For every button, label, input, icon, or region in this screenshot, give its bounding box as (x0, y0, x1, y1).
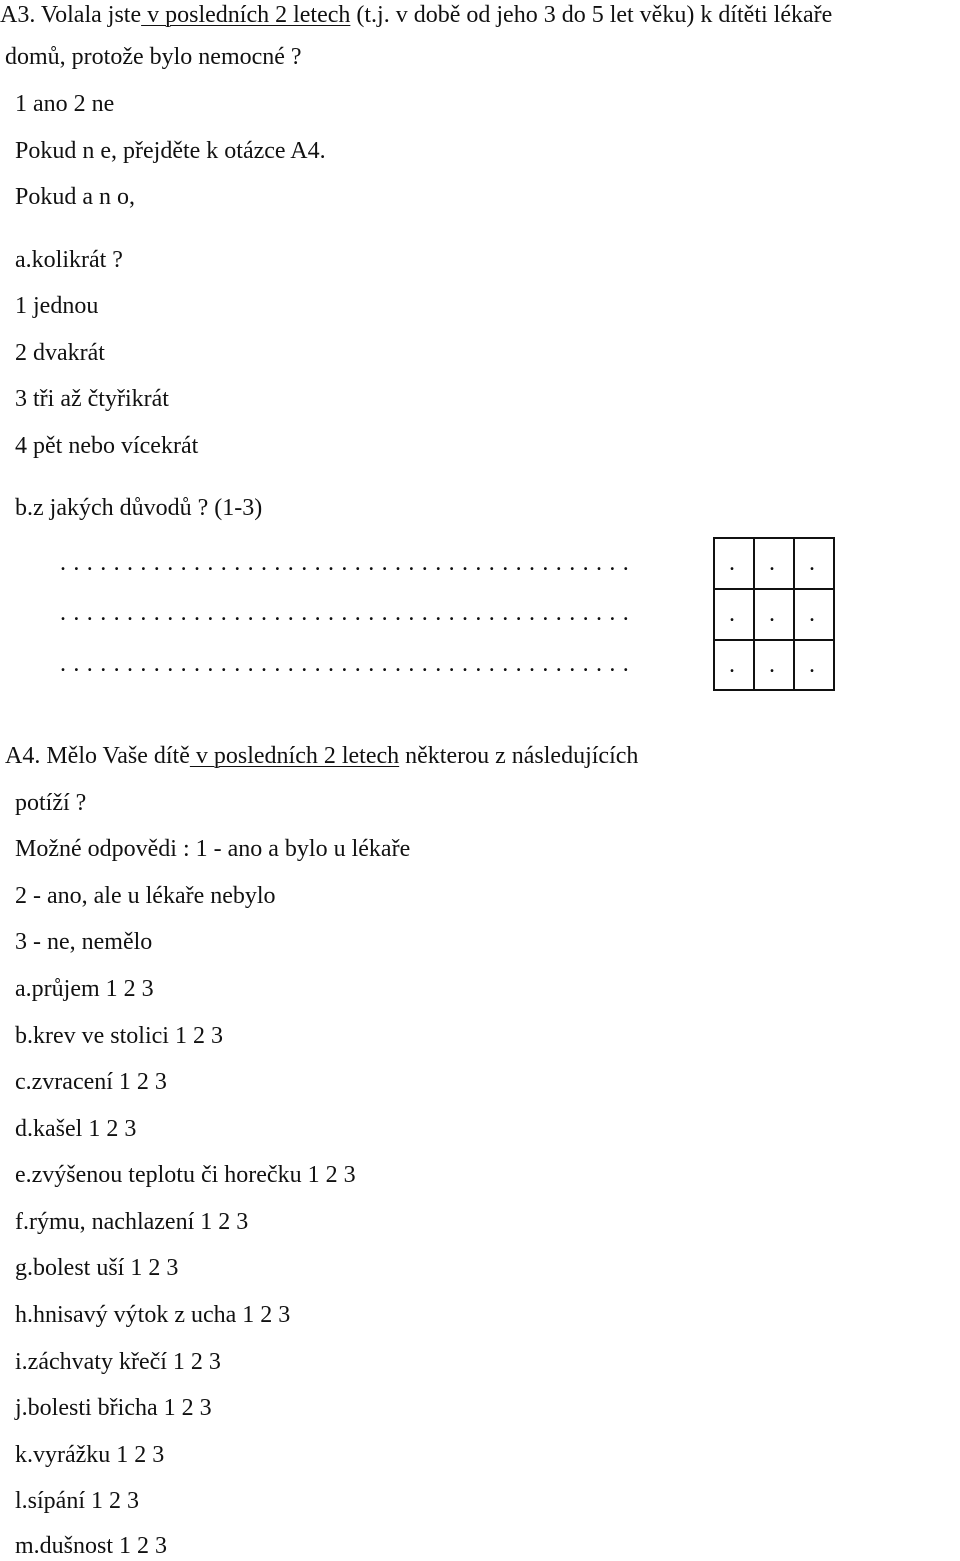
answer-dotted-line[interactable]: ........................................... (60, 651, 637, 677)
a4-question-line2: potíží ? (15, 790, 87, 816)
a4-answer-legend: Možné odpovědi : 1 - ano a bylo u lékaře (15, 836, 411, 862)
a3-question-prefix: A3. Volala jste (0, 2, 142, 28)
a4-question-underlined: v posledních 2 letech (189, 743, 400, 769)
a4-item[interactable]: f.rýmu, nachlazení 1 2 3 (15, 1209, 249, 1235)
a4-item[interactable]: k.vyrážku 1 2 3 (15, 1442, 165, 1468)
a3-sub-question-a: a.kolikrát ? (15, 247, 123, 273)
a3-if-yes-instruction: Pokud a n o, (15, 184, 135, 210)
a4-item[interactable]: b.krev ve stolici 1 2 3 (15, 1023, 223, 1049)
code-cell[interactable] (713, 588, 753, 639)
cell-dot: . (769, 652, 775, 678)
a4-item[interactable]: m.dušnost 1 2 3 (15, 1533, 168, 1559)
a3-sub-a-option: 3 tři až čtyřikrát (15, 386, 169, 412)
cell-dot: . (769, 550, 775, 576)
a4-item[interactable]: h.hnisavý výtok z ucha 1 2 3 (15, 1302, 291, 1328)
a4-item[interactable]: i.záchvaty křečí 1 2 3 (15, 1349, 221, 1375)
a4-question-prefix: A4. Mělo Vaše dítě (5, 743, 190, 769)
cell-dot: . (729, 550, 735, 576)
a4-answer-legend: 3 - ne, nemělo (15, 929, 153, 955)
a4-item[interactable]: d.kašel 1 2 3 (15, 1116, 137, 1142)
code-cell[interactable] (793, 588, 833, 639)
reason-code-grid (713, 537, 833, 689)
code-cell[interactable] (713, 639, 753, 690)
a3-options: 1 ano 2 ne (15, 91, 115, 117)
a4-item[interactable]: e.zvýšenou teplotu či horečku 1 2 3 (15, 1162, 356, 1188)
code-cell[interactable] (713, 537, 753, 588)
a4-answer-legend: 2 - ano, ale u lékaře nebylo (15, 883, 276, 909)
code-cell[interactable] (753, 537, 793, 588)
a4-item[interactable]: a.průjem 1 2 3 (15, 976, 154, 1002)
a4-question-line1 (5, 741, 638, 771)
a3-question-line1 (0, 0, 832, 30)
a3-question-line2: domů, protože bylo nemocné ? (5, 44, 302, 70)
a4-item[interactable]: j.bolesti břicha 1 2 3 (15, 1395, 212, 1421)
cell-dot: . (729, 652, 735, 678)
cell-dot: . (809, 652, 815, 678)
code-cell[interactable] (753, 588, 793, 639)
a3-sub-question-b: b.z jakých důvodů ? (1-3) (15, 495, 263, 521)
code-cell[interactable] (793, 537, 833, 588)
a3-sub-a-option: 4 pět nebo vícekrát (15, 433, 199, 459)
code-cell[interactable] (793, 639, 833, 690)
a3-sub-a-option: 1 jednou (15, 293, 99, 319)
cell-dot: . (809, 601, 815, 627)
a4-question-suffix: některou z následujících (399, 743, 639, 769)
cell-dot: . (729, 601, 735, 627)
a3-question-underlined: v posledních 2 letech (141, 2, 351, 28)
a3-question-suffix: (t.j. v době od jeho 3 do 5 let věku) k dítěti lékaře (350, 2, 833, 28)
answer-dotted-line[interactable]: ........................................... (60, 550, 637, 576)
a4-item[interactable]: c.zvracení 1 2 3 (15, 1069, 167, 1095)
a4-item[interactable]: g.bolest uší 1 2 3 (15, 1255, 179, 1281)
cell-dot: . (809, 550, 815, 576)
a3-if-no-instruction: Pokud n e, přejděte k otázce A4. (15, 138, 326, 164)
a3-sub-a-option: 2 dvakrát (15, 340, 105, 366)
code-cell[interactable] (753, 639, 793, 690)
cell-dot: . (769, 601, 775, 627)
a4-item[interactable]: l.sípání 1 2 3 (15, 1488, 139, 1514)
answer-dotted-line[interactable]: ........................................... (60, 600, 637, 626)
